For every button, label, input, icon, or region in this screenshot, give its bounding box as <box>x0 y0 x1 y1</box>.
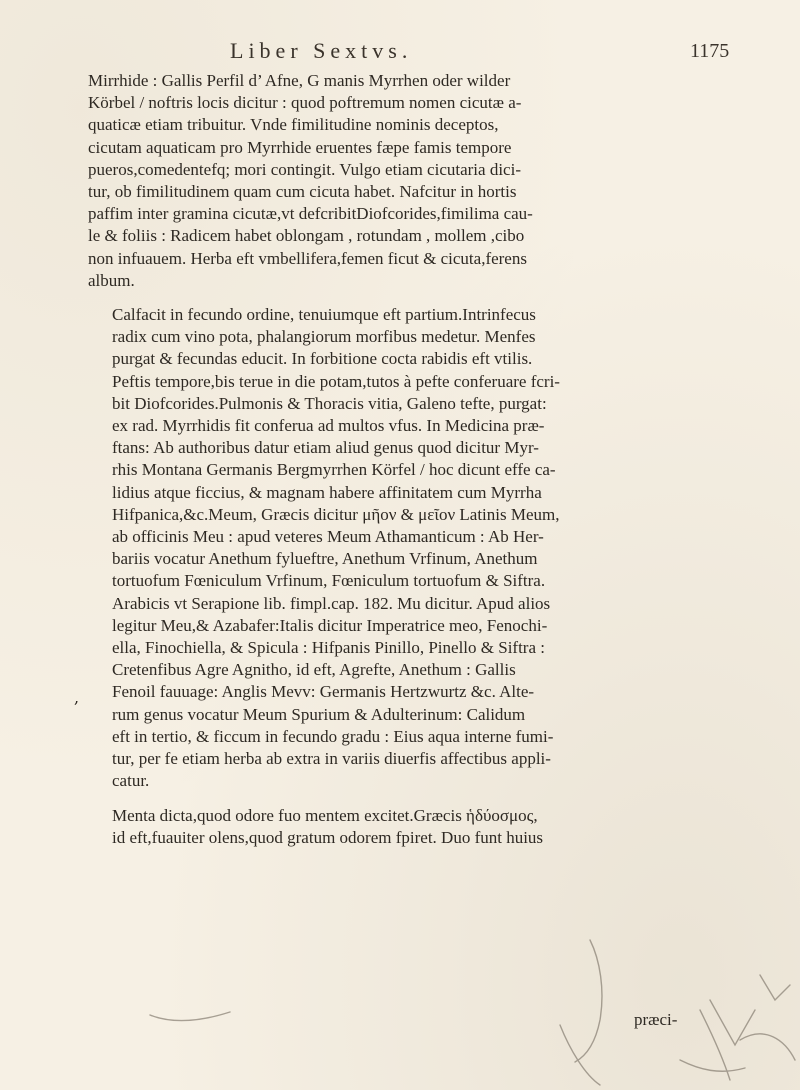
text-line: ftans: Ab authoribus datur etiam aliud genus quod dicitur Myr- <box>112 438 539 458</box>
text-line: Peftis tempore,bis terue in die potam,tutos à pefte conferuare fcri- <box>112 371 560 391</box>
text-line: purgat & fecundas educit. In forbitione cocta rabidis eft vtilis. <box>112 349 533 369</box>
text-line: lidius atque ficcius, & magnam habere affinitatem cum Myrrha <box>112 482 542 502</box>
text-line: rhis Montana Germanis Bergmyrrhen Körfel / hoc dicunt effe ca- <box>112 460 556 480</box>
text-line: album. <box>88 270 135 290</box>
text-line: Arabicis vt Serapione lib. fimpl.cap. 182. Mu dicitur. Apud alios <box>112 593 551 613</box>
text-line: quaticæ etiam tribuitur. Vnde fimilitudine nominis deceptos, <box>88 115 499 135</box>
text-line: non infuauem. Herba eft vmbellifera,femen ficut & cicuta,ferens <box>88 248 527 268</box>
text-line: legitur Meu,& Azabafer:Italis dicitur Imperatrice meo, Fenochi- <box>112 615 548 635</box>
text-line: bit Diofcorides.Pulmonis & Thoracis vitia, Galeno tefte, purgat: <box>112 393 547 413</box>
text-line: cicutam aquaticam pro Myrrhide eruentes fæpe famis tempore <box>88 137 512 157</box>
text-line: pueros,comedentefq; mori contingit. Vulgo etiam cicutaria dici- <box>88 159 521 179</box>
text-line: radix cum vino pota, phalangiorum morfibus medetur. Menfes <box>112 327 536 347</box>
text-line: Körbel / noftris locis dicitur : quod poftremum nomen cicutæ a- <box>88 93 522 113</box>
text-line: Menta dicta,quod odore fuo mentem excitet.Græcis ἡδύοσμος, <box>112 805 538 825</box>
text-line: ab officinis Meu : apud veteres Meum Athamanticum : Ab Her- <box>112 527 544 547</box>
text-line: rum genus vocatur Meum Spurium & Adulterinum: Calidum <box>112 704 526 724</box>
text-line: Hifpanica,&c.Meum, Græcis dicitur μῆον & μεῖον Latinis Meum, <box>112 504 560 524</box>
text-line: le & foliis : Radicem habet oblongam , rotundam , mollem ,cibo <box>88 226 525 246</box>
text-line: paffim inter gramina cicutæ,vt defcribitDiofcorides,fimilima cau- <box>88 204 533 224</box>
text-line: ex rad. Myrrhidis fit conferua ad multos vfus. In Medicina præ- <box>112 416 545 436</box>
text-line: Calfacit in fecundo ordine, tenuiumque eft partium.Intrinfecus <box>112 305 536 325</box>
text-line: ella, Finochiella, & Spicula : Hifpanis Pinillo, Pinello & Siftra : <box>112 638 545 658</box>
page-number: 1175 <box>690 40 730 62</box>
text-line: eft in tertio, & ficcum in fecundo gradu : Eius aqua interne fumi- <box>112 726 554 746</box>
text-line: Cretenfibus Agre Agnitho, id eft, Agrefte, Anethum : Gallis <box>112 660 516 680</box>
text-line: tur, ob fimilitudinem quam cum cicuta habet. Nafcitur in hortis <box>88 182 517 202</box>
text-line: catur. <box>112 771 150 791</box>
text-line: id eft,fuauiter olens,quod gratum odorem fpiret. Duo funt huius <box>112 827 544 847</box>
catchword: præci- <box>634 1010 678 1029</box>
text-line: Fenoil fauuage: Anglis Mevv: Germanis Hertzwurtz &c. Alte- <box>112 682 535 702</box>
text-line: Mirrhide : Gallis Perfil d’ Afne, G manis Myrrhen oder wilder <box>88 71 511 90</box>
text-line: tur, per fe etiam herba ab extra in variis diuerfis affectibus appli- <box>112 749 551 769</box>
text-line: bariis vocatur Anethum fylueftre, Anethum Vrfinum, Anethum <box>112 549 538 569</box>
text-line: tortuofum Fœniculum Vrfinum, Fœniculum tortuofum & Siftra. <box>112 571 546 591</box>
margin-mark: , <box>74 688 80 707</box>
running-head: Liber Sextvs. <box>230 38 413 63</box>
